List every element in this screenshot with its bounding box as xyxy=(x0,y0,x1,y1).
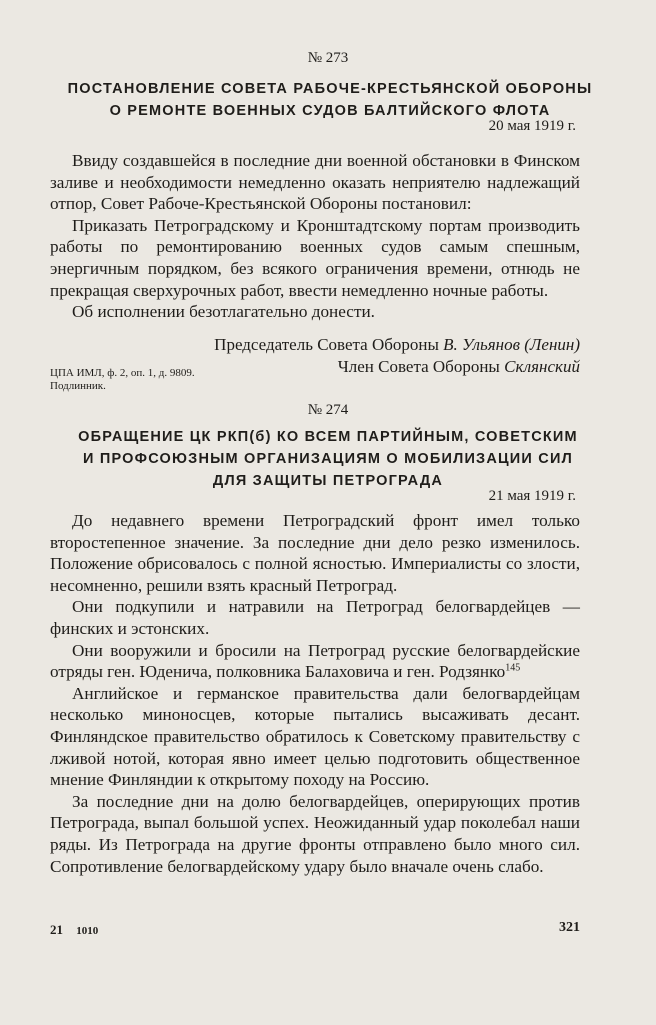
doc273-heading-line1: ПОСТАНОВЛЕНИЕ СОВЕТА РАБОЧЕ-КРЕСТЬЯНСКОЙ ОБОРОНЫ xyxy=(67,81,593,97)
doc274-heading-line1: ОБРАЩЕНИЕ ЦК РКП(б) КО ВСЕМ ПАРТИЙНЫМ, СОВЕТСКИМ xyxy=(78,429,578,445)
doc274-paragraph-1: До недавнего времени Петроградский фронт имел только второстепенное значение. За последние дни дело резко изменилось. Положение обрисовалось с полной ясностью. Империалисты со злости, несомненно, решили взять красный Петроград. xyxy=(50,511,580,595)
doc274-heading-line2: И ПРОФСОЮЗНЫМ ОРГАНИЗАЦИЯМ О МОБИЛИЗАЦИИ СИЛ xyxy=(83,451,573,467)
doc274-date: 21 мая 1919 г. xyxy=(488,488,576,504)
print-code: 1010 xyxy=(76,925,99,937)
page-number: 321 xyxy=(559,920,580,935)
signature-mark: 21 xyxy=(50,922,63,937)
doc274-heading xyxy=(30,426,626,492)
footnote-ref-145[interactable]: 145 xyxy=(505,662,521,674)
doc273-paragraph-1: Ввиду создавшейся в последние дни военной обстановки в Финском заливе и необходимости немедленно оказать неприятелю надлежащий отпор, Совет Рабоче-Крестьянской Обороны постановил: xyxy=(50,151,580,214)
doc273-heading-line2: О РЕМОНТЕ ВОЕННЫХ СУДОВ БАЛТИЙСКОГО ФЛОТА xyxy=(109,103,551,119)
doc273-heading xyxy=(40,78,620,122)
doc274-paragraph-4: Английское и германское правительства дали белогвардейцам несколько миноносцев, которые пытались высаживать десант. Финляндское правительство обратилось к Советскому правительству с лживой нотой, которая явно имеет целью подготовить общественное мнение Финляндии к открытому походу на Россию. xyxy=(50,683,580,790)
doc274-paragraph-3 xyxy=(50,640,580,683)
doc274-number: № 274 xyxy=(307,402,349,418)
doc273-source xyxy=(50,367,195,393)
doc273-paragraph-2: Приказать Петроградскому и Кронштадтскому портам производить работы по ремонтированию военных судов самым спешным, энергичным порядком, без всякого ограничения времени, отнюдь не прекращая сверхурочных работ, ввести немедленно ночные работы. xyxy=(50,215,580,300)
doc274-paragraph-5: За последние дни на долю белогвардейцев, оперирующих против Петрограда, выпал большой успех. Неожиданный удар поколебал наши ряды. Из Петрограда на другие фронты отправлено было много сил. Сопротивление белогвардейскому удару было вначале очень слабо. xyxy=(50,791,580,876)
footer-signature xyxy=(50,922,98,938)
source-archive: ЦПА ИМЛ, ф. 2, оп. 1, д. 9809. xyxy=(50,367,195,379)
member-title: Член Совета Обороны xyxy=(337,357,500,376)
chairman-name: В. Ульянов (Ленин) xyxy=(443,335,580,354)
doc274-body xyxy=(50,510,580,877)
doc274-paragraph-3-text: Они вооружили и бросили на Петроград русские белогвардейские отряды ген. Юденича, полковника Балаховича и ген. Родзянко xyxy=(50,640,580,682)
doc273-date: 20 мая 1919 г. xyxy=(488,118,576,134)
doc273-number: № 273 xyxy=(307,50,349,66)
source-note: Подлинник. xyxy=(50,380,106,392)
chairman-title: Председатель Совета Обороны xyxy=(214,335,439,354)
doc274-paragraph-2: Они подкупили и натравили на Петроград белогвардейцев — финских и эстонских. xyxy=(50,597,580,638)
doc273-body xyxy=(50,150,580,323)
doc274-heading-line3: ДЛЯ ЗАЩИТЫ ПЕТРОГРАДА xyxy=(212,473,444,489)
member-name: Склянский xyxy=(504,357,580,376)
signature-chairman xyxy=(60,334,580,356)
doc273-paragraph-3: Об исполнении безотлагательно донести. xyxy=(72,302,375,322)
